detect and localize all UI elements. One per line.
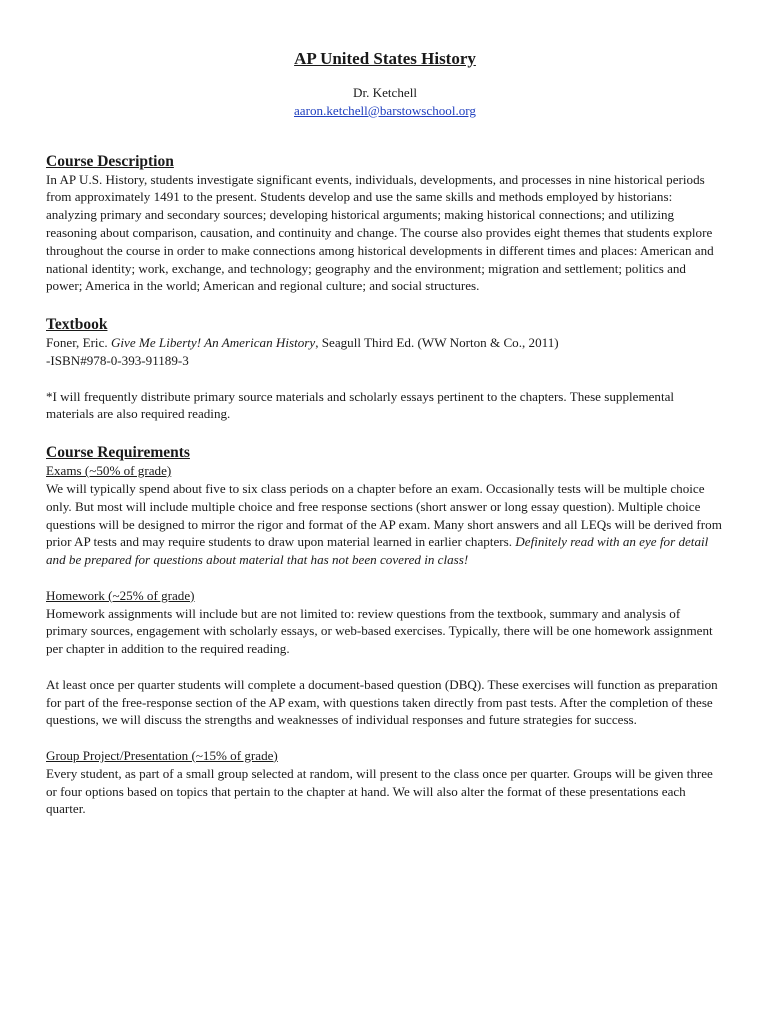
- exams-body: We will typically spend about five to six class periods on a chapter before an exam. Occasionally tests will be multiple choice only. But most will include multiple choice and free response sections (short answer or long essay question). Multiple choice questions will be designed to mirror the rigor and format of the AP exam. Many short answers and all LEQs will be derived from prior AP tests and may require students to draw upon material learned in earlier chapters.: [46, 480, 722, 550]
- course-description-heading: Course Description: [46, 152, 174, 170]
- homework-label: Homework (~25% of grade): [46, 587, 195, 603]
- course-description-text: In AP U.S. History, students investigate significant events, individuals, developments, and processes in nine historical periods from approximately 1491 to the present. Students develop and use the same skills and methods employed by historians: analyzing primary and secondary sources; developing historical arguments; making historical connections; and utilizing reasoning about comparison, causation, and continuity and change. The course also provides eight themes that students explore throughout the course in order to make connections among historical developments in different times and places: American and national identity; work, exchange, and technology; geography and the environment; migration and settlement; politics and power; America in the world; American and regional culture; and social structures.: [46, 171, 714, 294]
- course-description-section: [46, 152, 724, 296]
- homework-text: Homework assignments will include but are not limited to: review questions from the textbook, summary and analysis of primary sources, engagement with scholarly essays, or web-based exercises. Typically, there will be one homework assignment per chapter in addition to the required reading.: [46, 605, 713, 657]
- exams-text: [46, 480, 724, 569]
- exams-label: Exams (~50% of grade): [46, 463, 172, 479]
- course-requirements-heading: Course Requirements: [46, 444, 190, 462]
- citation-author: Foner, Eric.: [46, 335, 108, 351]
- course-requirements-section: [46, 443, 724, 818]
- citation-edition: , Seagull Third Ed. (WW Norton & Co., 2011): [315, 335, 559, 351]
- textbook-note: *I will frequently distribute primary source materials and scholarly essays pertinent to the chapters. These supplemental materials are also required reading.: [46, 388, 675, 422]
- textbook-section: [46, 315, 724, 423]
- citation-title: Give Me Liberty! An American History: [110, 335, 316, 351]
- textbook-heading: Textbook: [46, 316, 108, 334]
- page-title: AP United States History: [294, 49, 476, 68]
- group-project-text: Every student, as part of a small group selected at random, will present to the class once per quarter. Groups will be given three or four options based on topics that pertain to the chapter at hand. We will also alter the format of these presentations each quarter.: [46, 765, 713, 817]
- textbook-citation: [46, 334, 724, 352]
- email-link[interactable]: aaron.ketchell@barstowschool.org: [294, 102, 476, 118]
- instructor-name: Dr. Ketchell: [353, 85, 417, 100]
- exams-emphasis: Definitely read with an eye for detail and be prepared for questions about material that has not been covered in class!: [46, 534, 709, 568]
- group-project-label: Group Project/Presentation (~15% of grade): [46, 747, 278, 763]
- instructor-email: [46, 102, 724, 120]
- dbq-text: At least once per quarter students will complete a document-based question (DBQ). These exercises will function as preparation for part of the free-response section of the AP exam, with questions taken directly from past tests. After the completion of these questions, we will discuss the strengths and weaknesses of individual responses and future strategies for success.: [46, 676, 718, 728]
- textbook-isbn: -ISBN#978-0-393-91189-3: [46, 352, 189, 368]
